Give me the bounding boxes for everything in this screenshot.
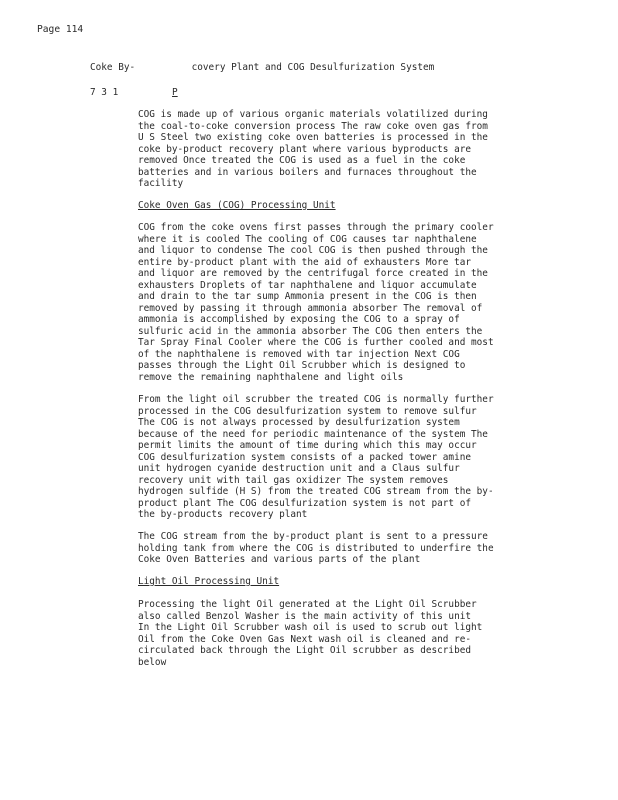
paragraph-intro <box>138 109 523 190</box>
paragraph-text: COG is made up of various organic materials volatilized during the coal-to-coke conversion process The raw coke oven gas from U S Steel two existing coke oven batteries is processed in the coke by-product recovery plant where various byproducts are removed Once treated the COG is used as a fuel in the coke batteries and in various boilers and furnaces throughout the facility <box>138 109 488 189</box>
section-heading-text: P <box>172 87 178 98</box>
paragraph-text: From the light oil scrubber the treated COG is normally further processed in the COG desulfurization system to remove sulfur The COG is not always processed by desulfurization system because of the need for periodic maintenance of the system The permit limits the amount of time during which this may occur COG desulfurization system consists of a packed tower amine unit hydrogen cyanide destruction unit and a Claus sulfur recovery unit with tail gas oxidizer The system removes hydrogen sulfide (H S) from the treated COG stream from the by- product plant The COG desulfurization system is not part of the by-products recovery plant <box>138 394 494 520</box>
paragraph-desulfurization <box>138 394 523 521</box>
paragraph-text: The COG stream from the by-product plant is sent to a pressure holding tank from where the COG is distributed to underfire the Coke Oven Batteries and various parts of the plant <box>138 531 494 565</box>
subheading-light-oil: Light Oil Processing Unit <box>138 576 280 587</box>
paragraph-text: COG from the coke ovens first passes through the primary cooler where it is cooled The cooling of COG causes tar naphthalene and liquor to condense The cool COG is then pushed through the entire by-product plant with the aid of exhausters More tar and liquor are removed by the centrifugal force created in the exhausters Droplets of tar naphthalene and liquor accumulate and drain to the tar sump Ammonia present in the COG is then removed by passing it through ammonia absorber The removal of ammonia is accomplished by exposing the COG to a spray of sulfuric acid in the ammonia absorber The COG then enters the Tar Spray Final Cooler where the COG is further cooled and most of the naphthalene is removed with tar injection Next COG passes through the Light Oil Scrubber which is designed to remove the remaining naphthalene and light oils <box>138 222 494 383</box>
paragraph-pressure-tank <box>138 531 523 566</box>
paragraph-cog-processing <box>138 222 523 383</box>
paragraph-text: Processing the light Oil generated at the Light Oil Scrubber also called Benzol Washer is the main activity of this unit In the Light Oil Scrubber wash oil is used to scrub out light Oil from the Coke Oven Gas Next wash oil is cleaned and re- circulated back through the Light Oil scrubber as described below <box>138 599 483 668</box>
section-heading <box>138 87 218 99</box>
paragraph-light-oil <box>138 599 523 668</box>
page-number: Page 114 <box>37 24 84 35</box>
document-title: Coke By- covery Plant and COG Desulfurization System <box>90 62 435 73</box>
section-number: 7 3 1 <box>90 87 119 98</box>
subheading-coke-oven-gas: Coke Oven Gas (COG) Processing Unit <box>138 200 336 211</box>
